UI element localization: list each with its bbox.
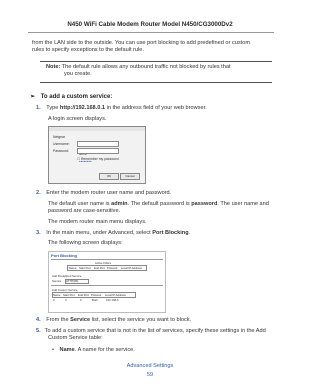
cancel-button: Cancel: [120, 173, 140, 180]
step-text: In the main menu, under Advanced, select: [46, 230, 153, 236]
step-3-result: The following screen displays:: [48, 240, 123, 246]
pb-divider: [51, 285, 163, 286]
bullet-label: Name: [59, 347, 75, 353]
intro-line: rules to specify exceptions to the default rule.: [32, 47, 144, 54]
note-label: Note:: [46, 64, 61, 70]
step-text: in the address field of your web browser.: [105, 105, 207, 111]
bullet-icon: •: [52, 347, 54, 353]
step-5-line: Custom Service table:: [48, 335, 103, 342]
running-header: N450 WiFi Cable Modem Router Model N450/CG3000Dv2: [67, 21, 233, 28]
footer-section: Advanced Settings: [126, 363, 174, 369]
step-text: .: [188, 230, 191, 236]
pb-service-value: HTTP(80): [66, 279, 79, 283]
pb-header-cell: Protocol: [107, 265, 118, 270]
menu-item-name: Port Blocking: [152, 230, 189, 236]
step-5: [36, 328, 290, 342]
bullet-name: [52, 347, 282, 354]
pb-row-cell: Both: [92, 297, 98, 302]
pb-header-cell: Name: [53, 292, 61, 297]
step-1-result: A login screen displays.: [48, 116, 107, 122]
pb-row-cell: 0: [65, 297, 67, 302]
procedure-heading: [30, 93, 112, 100]
pb-row-cell: 0: [53, 297, 55, 302]
port-blocking-screenshot: [48, 251, 166, 313]
step-text: From the: [46, 317, 71, 323]
pb-divider: [51, 259, 163, 260]
note-top-rule: [40, 61, 272, 62]
arrow-icon: ➢: [30, 94, 36, 100]
remember-label: Remember my password: [80, 157, 119, 161]
default-password: password: [191, 201, 218, 207]
pb-active-filters: Active Filters: [95, 261, 112, 265]
dialog-title-bar: [49, 127, 145, 131]
login-dialog-screenshot: [48, 126, 146, 184]
pb-service-label: Service: [52, 279, 62, 283]
pb-add-predefined: Add Predefined Service: [52, 274, 82, 278]
note-text: The default rule allows any outbound traffic not blocked by rules that: [61, 64, 231, 70]
pb-header-cell: Name: [69, 265, 77, 270]
dialog-section: Netgear: [53, 135, 66, 139]
pb-header-cell: Start Port: [79, 265, 91, 270]
step-1: [36, 105, 286, 112]
pb-header-cell: End Port: [94, 265, 105, 270]
intro-line: from the LAN side to the outside. You can use port blocking to add predefined or custom: [32, 40, 250, 46]
note-line: you create.: [64, 71, 92, 78]
note-bottom-rule: [40, 82, 272, 83]
detail-text: . The default password is: [127, 201, 192, 207]
step-number: 3.: [36, 230, 41, 236]
step-2-detail: [48, 201, 288, 215]
step-2: [36, 190, 286, 197]
step-text: Enter the modem router user name and password.: [46, 190, 172, 196]
url-text: http://192.168.0.1: [59, 105, 106, 111]
step-text: list, select the service you want to block.: [90, 317, 192, 323]
pb-header-cell: Local IP Address: [121, 265, 142, 270]
note-block: [46, 64, 272, 78]
detail-text: The default user name is: [48, 201, 112, 207]
step-number: 4.: [36, 317, 41, 323]
intro-paragraph: [32, 40, 282, 54]
password-label: Password:: [53, 149, 69, 153]
step-2-result: The modem router main menu displays.: [48, 219, 147, 225]
detail-line: password are case-sensitive.: [48, 208, 121, 215]
pb-row-cell: 192.168.0.: [106, 297, 120, 302]
step-3: [36, 230, 286, 237]
detail-line: [48, 201, 288, 208]
step-number: 1.: [36, 105, 41, 111]
step-5-line: [36, 328, 290, 335]
detail-text: . The user name and: [217, 201, 269, 207]
step-number: 2.: [36, 190, 41, 196]
pb-header-cell: Protocol: [91, 292, 102, 297]
note-line: [46, 64, 272, 71]
pb-header-cell: Local IP Address: [105, 292, 126, 297]
step-text: To add a custom service that is not in the list of services, specify these settings in the Add: [44, 328, 266, 334]
step-number: 5.: [36, 328, 41, 334]
pb-add-custom: Add Custom Service: [52, 288, 78, 292]
pb-header-cell: Start Port: [63, 292, 75, 297]
ok-button: OK: [99, 173, 119, 180]
password-value: ●●●●●●●●: [79, 160, 92, 163]
default-user: admin: [111, 201, 128, 207]
step-4: [36, 317, 286, 324]
service-field-name: Service: [70, 317, 91, 323]
procedure-title: To add a custom service:: [40, 94, 113, 100]
remember-checkbox: ☐ Remember my password: [77, 157, 119, 161]
step-text: Type: [46, 105, 60, 111]
username-field: [77, 141, 119, 147]
pb-row-cell: 0: [80, 297, 82, 302]
pb-header-cell: End Port: [78, 292, 89, 297]
username-label: Username:: [53, 142, 70, 146]
page-number: 59: [146, 372, 154, 378]
header-rule: [28, 32, 274, 33]
bullet-text: . A name for the service.: [74, 347, 135, 353]
pb-title: Port Blocking: [51, 253, 78, 258]
